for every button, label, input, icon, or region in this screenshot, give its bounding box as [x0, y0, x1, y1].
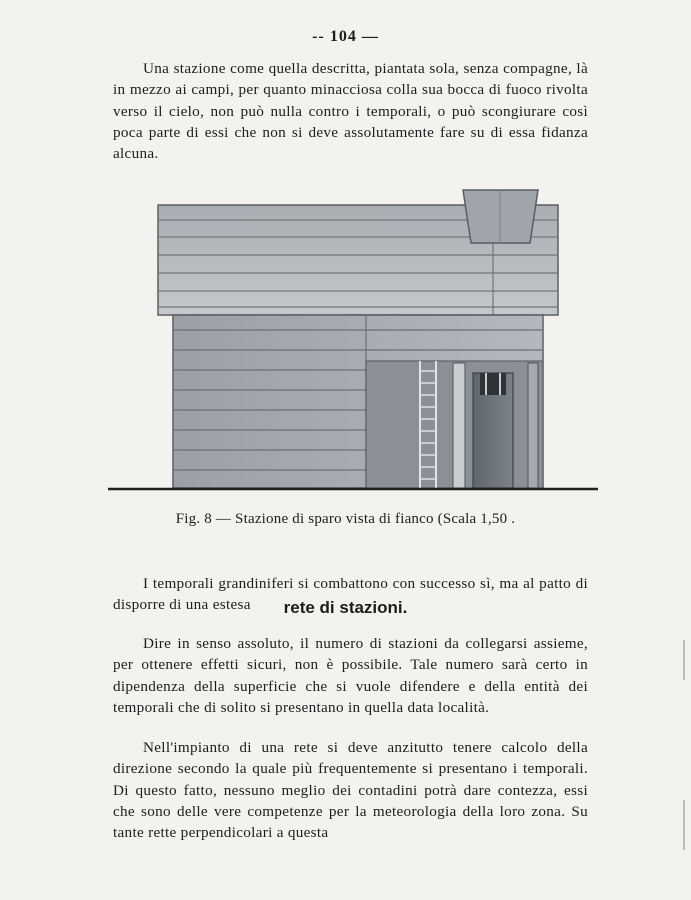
- paragraph-dire: Dire in senso assoluto, il numero di stazioni da collegarsi assieme, per ottenere effetti sicuri, non è possibile. Tale numero sarà certo in dipendenza della superficie che si vuole difendere e della entità dei temporali che di solito si presentano in quella data località.: [113, 635, 588, 716]
- page-number: -- 104 —: [312, 28, 379, 45]
- margin-scan-mark: [683, 800, 685, 850]
- station-side-view-illustration: [108, 185, 598, 495]
- paragraph-impianto: Nell'impianto di una rete si deve anzitutto tenere calcolo della direzione secondo la quale più frequentemente si presentano i temporali. Di questo fatto, nessuno meglio dei contadini potrà dare contezza, essi che sono delle vere competenze per la meteorologia della loro zona. Su tante rette perpendicolari a questa: [113, 739, 588, 842]
- paragraph-intro: Una stazione come quella descritta, piantata sola, senza compagne, là in mezzo ai campi, per quanto minacciosa colla sua bocca di fuoco rivolta verso il cielo, non può nulla contro i temporali, o può scongiurare così poca parte di essi che non si deve assolutamente fare su di essa fidanza alcuna.: [113, 60, 588, 163]
- section-heading: rete di stazioni.: [283, 598, 408, 617]
- figure-shooting-station: [108, 185, 598, 495]
- margin-scan-mark: [683, 640, 685, 680]
- figure-caption: Fig. 8 — Stazione di sparo vista di fianco (Scala 1,50 .: [175, 511, 516, 527]
- paragraph-lead: I temporali grandiniferi si combattono con successo sì, ma al patto di disporre di una estesa: [113, 575, 588, 614]
